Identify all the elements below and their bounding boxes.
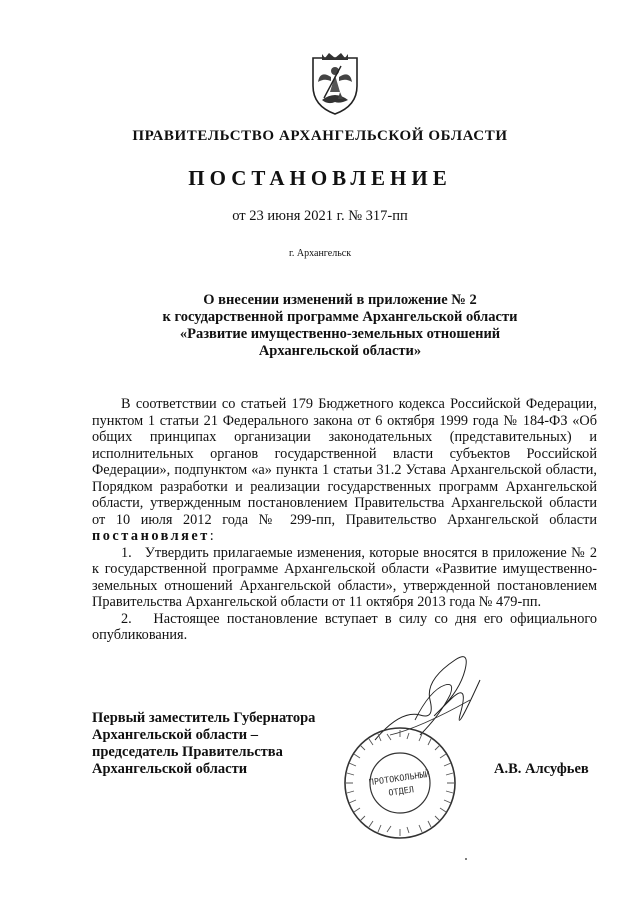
item-2-paragraph: 2. Настоящее постановление вступает в силу со дня его официального опубликования. [92, 610, 597, 643]
decree-colon: : [209, 528, 214, 544]
page-speck [465, 858, 467, 860]
preamble-paragraph [92, 396, 597, 545]
preamble-text: В соответствии со статьей 179 Бюджетного кодекса Российской Федерации, пунктом 1 статьи 21 Федерального закона от 6 октября 1999 года № 184-ФЗ «Об общих принципах организации законодательных (представительных) и исполнительных органов государственной власти субъектов Российской Федерации», подпунктом «а» пункта 1 статьи 31.2 Устава Архангельской области, Порядком разработки и реализации государственных программ Архангельской области, утвержденным постановлением Правительства Архангельской области от 10 июля 2012 года № 299-пп, Правительство Архангельской области [92, 396, 597, 528]
subject-line: О внесении изменений в приложение № 2 [203, 292, 477, 308]
stamp-text-line1: ПРОТОКОЛЬНЫЙ [368, 769, 431, 789]
subject-line: «Развитие имущественно-земельных отношений [179, 326, 501, 342]
document-city: г. Архангельск [288, 248, 352, 259]
official-stamp [342, 725, 458, 841]
signatory-title-line: Архангельской области [92, 761, 248, 777]
decree-word: постановляет [92, 528, 210, 544]
item-1-paragraph: 1. Утвердить прилагаемые изменения, которые вносятся в приложение № 2 к государственной программе Архангельской области «Развитие имущественно-земельных отношений Архангельской области», утвержденной постановлением Правительства Архангельской области от 11 октября 2013 года № 479-пп. [92, 544, 597, 610]
coat-of-arms-icon [310, 52, 360, 116]
signatory-name: А.В. Алсуфьев [494, 761, 589, 777]
subject-line: Архангельской области» [258, 343, 422, 359]
document-date-number: от 23 июня 2021 г. № 317-пп [232, 208, 408, 224]
subject-line: к государственной программе Архангельской области [162, 309, 518, 325]
document-body [92, 396, 597, 644]
signatory-title-line: Первый заместитель Губернатора [92, 710, 316, 726]
document-type: ПОСТАНОВЛЕНИЕ [188, 166, 452, 190]
government-name: ПРАВИТЕЛЬСТВО АРХАНГЕЛЬСКОЙ ОБЛАСТИ [132, 128, 508, 144]
signatory-title [92, 710, 372, 778]
signatory-title-line: председатель Правительства [92, 744, 283, 760]
stamp-text-line2: ОТДЕЛ [387, 785, 415, 799]
document-subject [140, 292, 540, 360]
signatory-title-line: Архангельской области – [92, 727, 258, 743]
